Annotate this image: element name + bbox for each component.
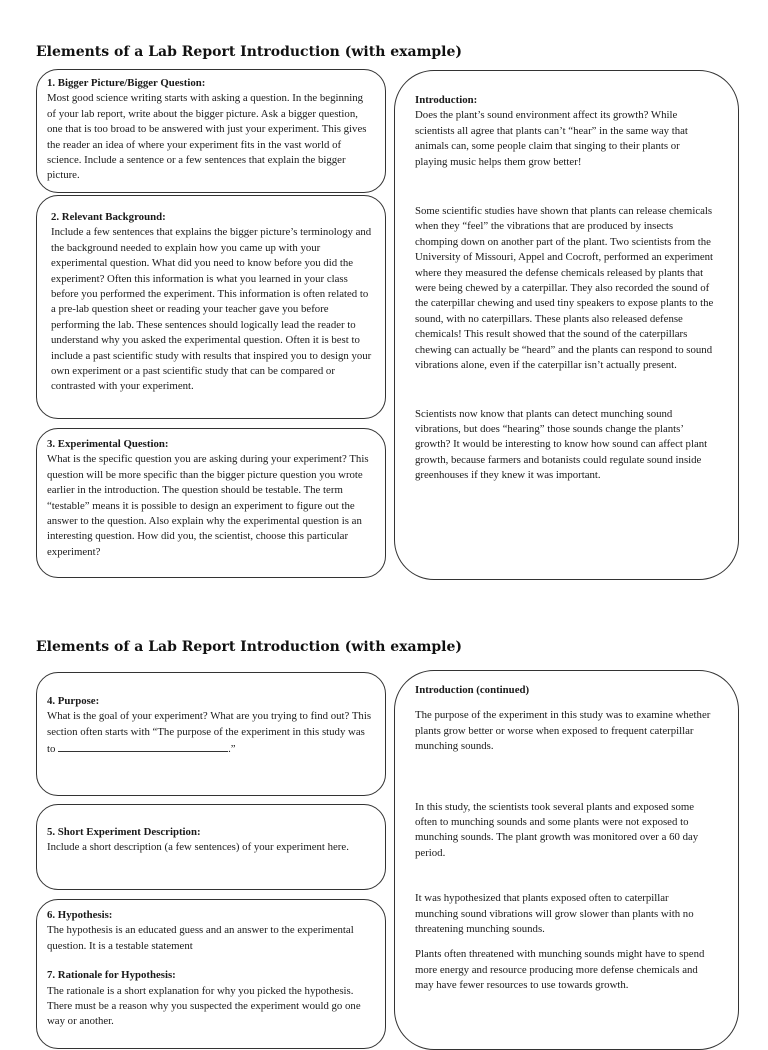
box-text: What is the goal of your experiment? What are you trying to find out? This section often starts with “The purpose of the experiment in this study was to	[47, 710, 372, 756]
introduction-heading: Introduction (continued)	[415, 684, 530, 696]
introduction-paragraph: It was hypothesized that plants exposed often to caterpillar munching sound vibrations will grow slower than plants with no threatening munching sounds.	[415, 892, 694, 936]
fill-in-blank	[58, 740, 228, 752]
introduction-paragraph: In this study, the scientists took several plants and exposed some often to munching sounds and some plants were not exposed to munching sounds. The plant growth was monitored over a 60 day period.	[415, 800, 699, 859]
introduction-paragraph: Does the plant’s sound environment affect its growth? While scientists all agree that plants can’t “hear” in the same way that animals can, some people claim that singing to their plants or playing music helps them grow better!	[415, 109, 688, 168]
box-heading: 7. Rationale for Hypothesis:	[47, 969, 176, 982]
box-text: The rationale is a short explanation for why you picked the hypothesis. There must be a reason why you suspected the experiment would go one way or another.	[47, 984, 361, 1028]
box-purpose	[36, 672, 386, 796]
box-heading: 2. Relevant Background:	[51, 211, 166, 223]
box-text: Include a few sentences that explains the bigger picture’s terminology and the background needed to explain how you came up with your experimental question. What did you need to know before you did the experiment? Often this information is what you learned in your class before you performed the experiment. This information is often related to a pre-lab question sheet or reading your teacher gave you before performing the lab. These sentences should logically lead the reader to understand why you asked the experimental question. Often it is best to include a past scientific study with results that inspired you to design your own experiment or a past scientific study that can be compared or contrasted with your experiment.	[51, 226, 372, 393]
box-text-end: .”	[228, 743, 236, 756]
box-text: Include a short description (a few sentences) of your experiment here.	[47, 841, 349, 854]
box-bigger-picture	[36, 69, 386, 193]
box-heading: 1. Bigger Picture/Bigger Question:	[47, 77, 206, 89]
page-title: Elements of a Lab Report Introduction (with example)	[36, 44, 463, 60]
box-heading: 6. Hypothesis:	[47, 909, 113, 921]
box-text: What is the specific question you are asking during your experiment? This question will be more specific than the bigger picture question you wrote earlier in the introduction. The question should be testable. The term “testable” means it is possible to design an experiment to figure out the answer to the question. Also explain why the experimental question is an interesting question. How did you, the scientist, choose this particular experiment?	[47, 453, 369, 558]
introduction-heading: Introduction:	[415, 94, 478, 106]
box-heading: 3. Experimental Question:	[47, 438, 169, 450]
introduction-paragraph: The purpose of the experiment in this study was to examine whether plants grow better or worse when exposed to frequent caterpillar munching sounds.	[415, 709, 711, 753]
box-experimental-question	[36, 428, 386, 578]
box-introduction-example	[394, 70, 739, 580]
box-heading: 5. Short Experiment Description:	[47, 826, 201, 838]
box-hypothesis-rationale	[36, 899, 386, 1049]
box-short-description	[36, 804, 386, 890]
page-title-2: Elements of a Lab Report Introduction (with example)	[36, 639, 463, 655]
box-heading: 4. Purpose:	[47, 695, 100, 707]
box-text: The hypothesis is an educated guess and an answer to the experimental question. It is a testable statement	[47, 924, 354, 952]
introduction-paragraph: Scientists now know that plants can detect munching sound vibrations, but does “hearing” those sounds change the plants’ growth? It would be interesting to know how sound can affect plant growth, because farmers and botanists could regulate sound inside greenhouses if they knew it was important.	[415, 407, 708, 482]
introduction-paragraph: Plants often threatened with munching sounds might have to spend more energy and resource producing more defense chemicals and may have fewer resources to use towards growth.	[415, 948, 705, 992]
introduction-paragraph: Some scientific studies have shown that plants can release chemicals when they “feel” the vibrations that are produced by insects chomping down on another part of the plant. Two scientists from the University of Missouri, Appel and Cocroft, performed an experiment where they measured the defense chemicals released by plants that were being chewed by a caterpillar. They also recorded the sound of the caterpillar chewing and used tiny speakers to expose plants to the sound, with no caterpillars. These plants also released defense chemicals! This result showed that the sound of the caterpillars chewing can actually be “heard” and the plants can respond to sound vibrations alone, even if the caterpillar isn’t actually present.	[415, 205, 714, 372]
box-text-wrap	[47, 709, 373, 757]
box-text: Most good science writing starts with asking a question. In the beginning of your lab report, write about the bigger picture. Ask a bigger question, one that is too broad to be answered with just your experiment. This gives the reader an idea of where your experiment fits in the vast world of science. Include a sentence or a few sentences that explain the bigger picture.	[47, 92, 367, 182]
box-introduction-continued	[394, 670, 739, 1050]
box-relevant-background	[36, 195, 386, 419]
